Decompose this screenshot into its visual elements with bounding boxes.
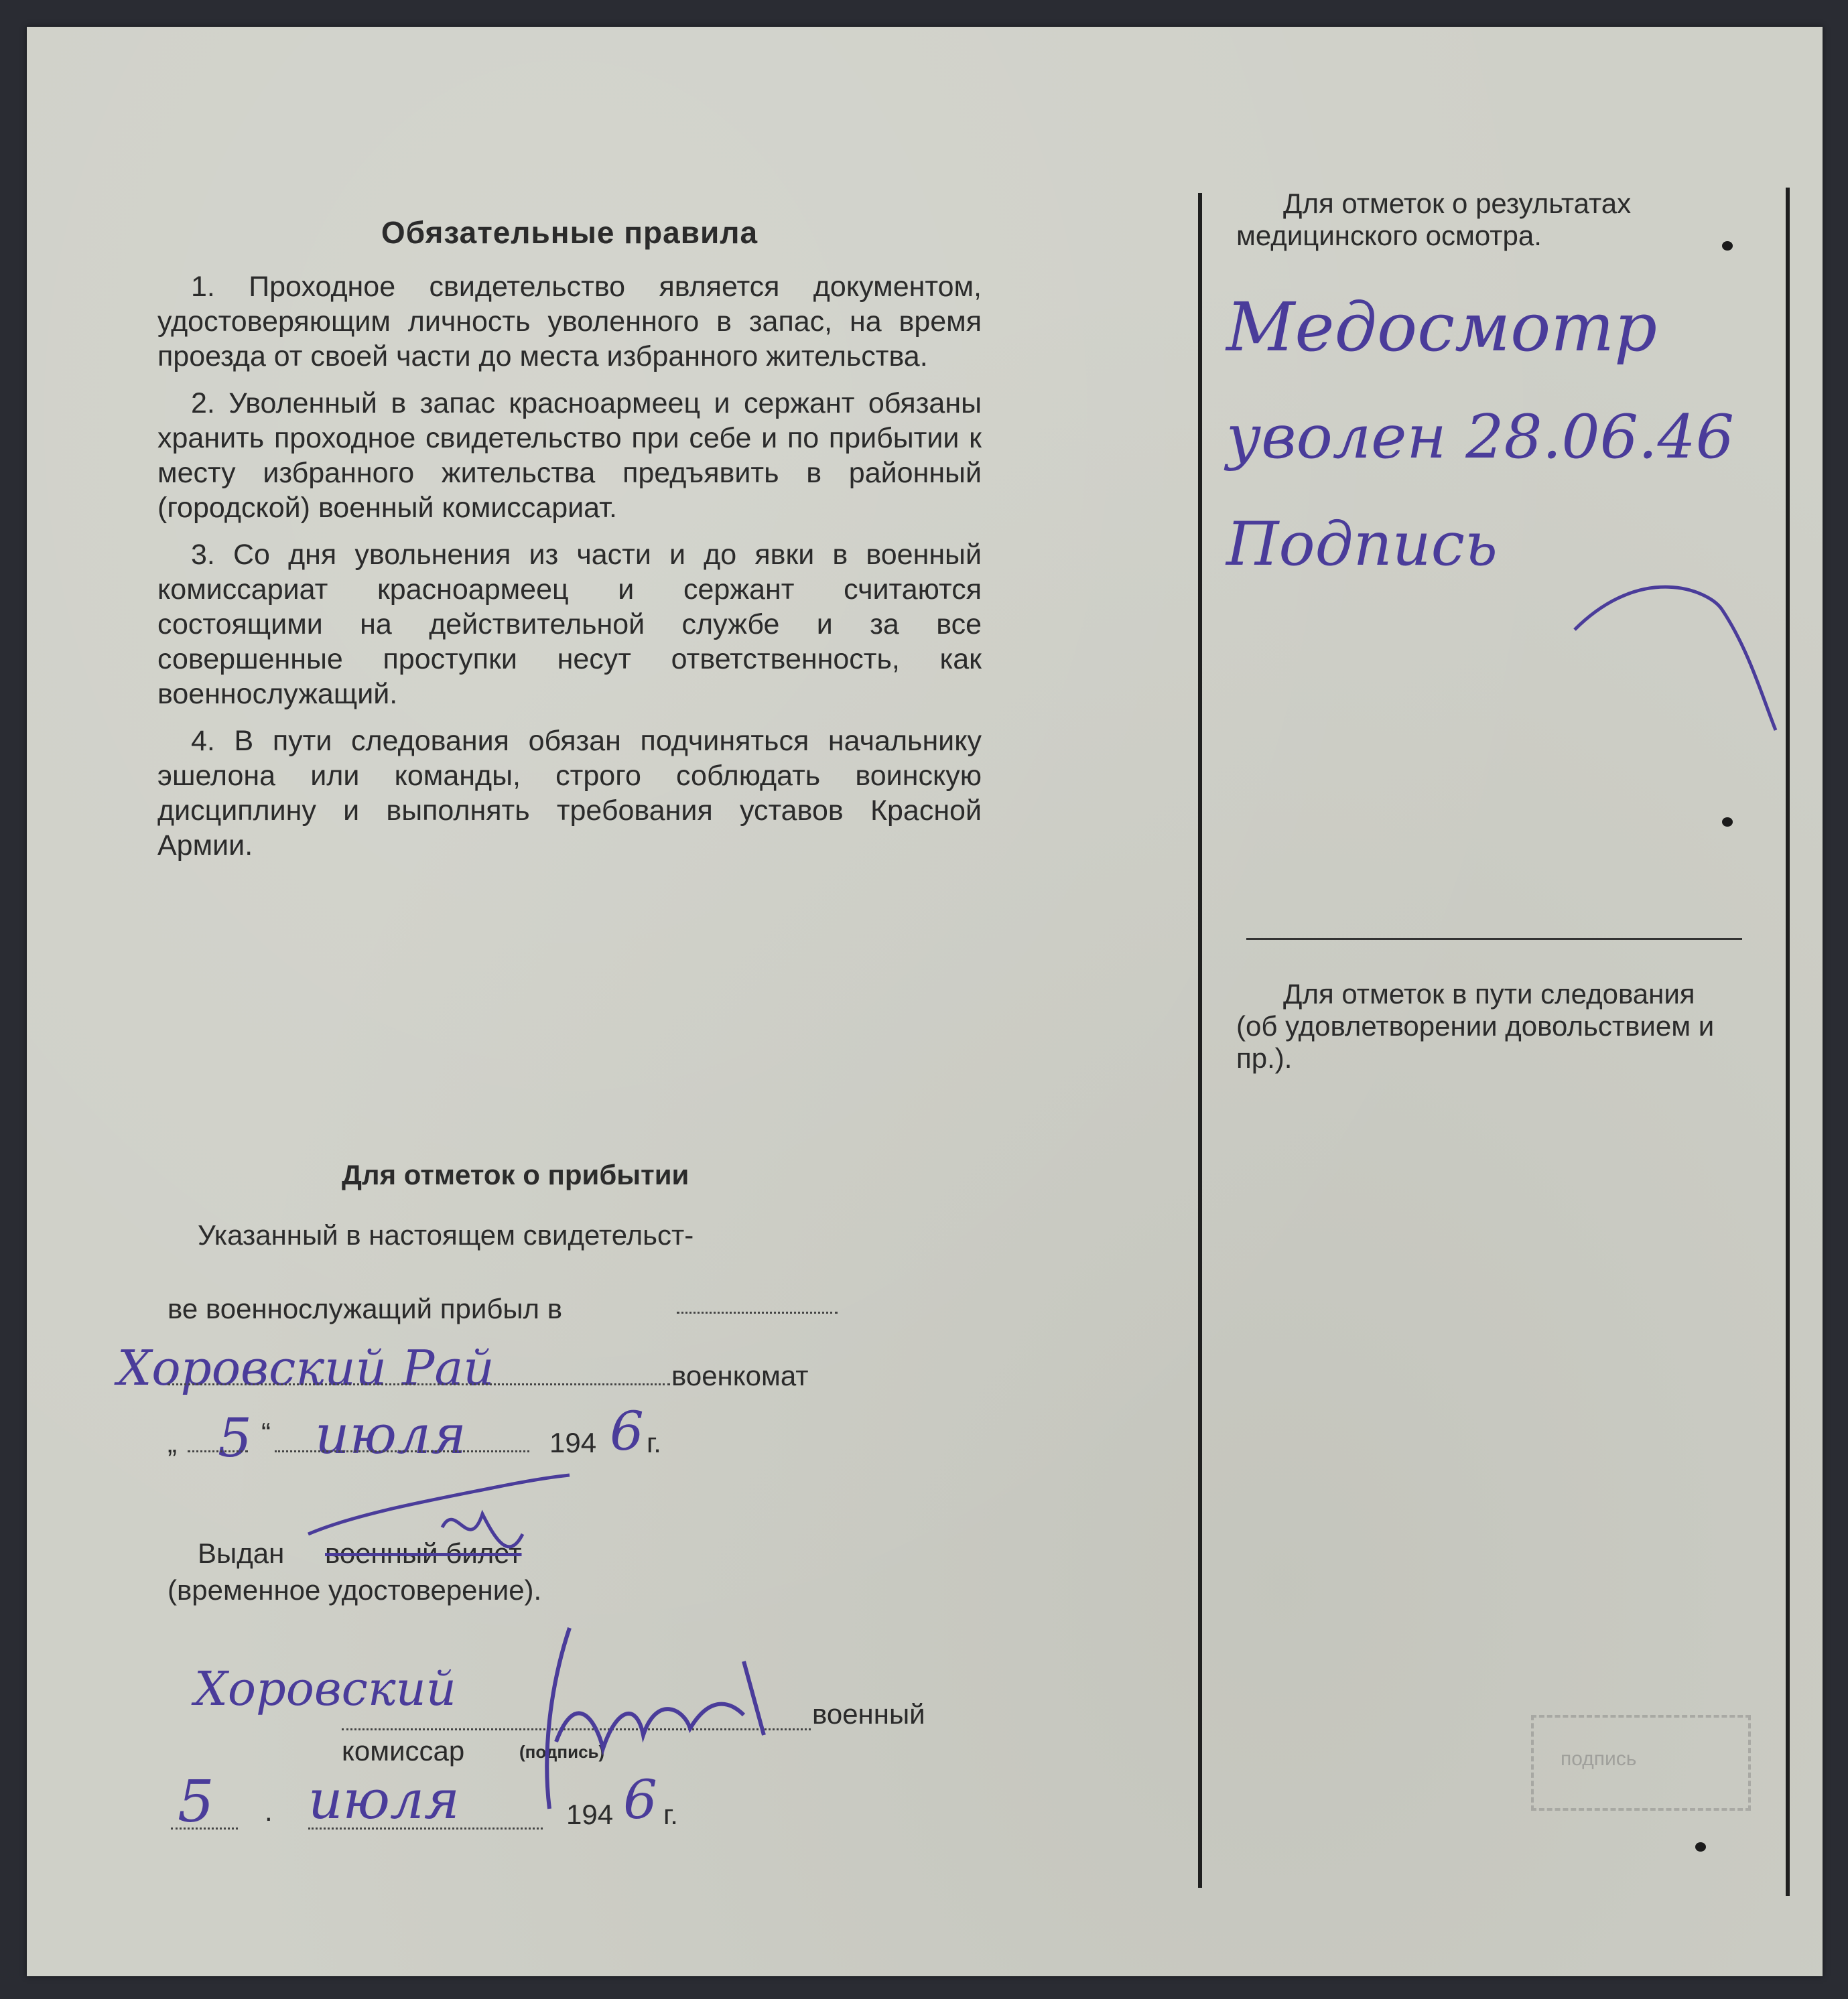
punch-hole: [1722, 817, 1733, 827]
rule-item: 2. Уволенный в запас красноармеец и сержант обязаны хранить проходное свидетельство при себе и по прибытии к месту избранного жительства предъявить в районный (городской) военный комиссариат.: [157, 387, 982, 524]
year-prefix: 194: [549, 1427, 597, 1458]
issued-month-line: [308, 1828, 543, 1830]
rule-item: 3. Со дня увольнения из части и до явки в военный комиссариат красноармеец и сержант считаются состоящими на действительной службе и за все совершенные проступки несут ответственность, как военнослужащий.: [157, 539, 982, 710]
punch-hole: [1695, 1842, 1706, 1852]
issued-day-line: [171, 1828, 238, 1830]
komissar-label: комиссар: [342, 1735, 465, 1767]
issued-hand-month: июля: [308, 1769, 460, 1831]
medical-hand-line-3: Подпись: [1226, 509, 1498, 579]
faded-stamp: подпись: [1531, 1715, 1751, 1811]
rule-item: 1. Проходное свидетельство является документом, удостоверяющим личность уволенного в запас, на время проезда от своей части до места избранного жительства.: [157, 271, 982, 372]
punch-hole: [1722, 241, 1733, 251]
month-line: [275, 1450, 529, 1452]
place-line: [168, 1383, 670, 1385]
signature-top: [295, 1474, 576, 1581]
issued-year-suffix: г.: [663, 1799, 678, 1830]
section-separator: [1246, 938, 1742, 940]
podpis-label: (подпись): [519, 1742, 605, 1762]
commissar-signature: [523, 1608, 871, 1822]
medical-signature-flourish: [1561, 549, 1802, 737]
voenny-label: военный: [812, 1698, 925, 1730]
rule-item: 4. В пути следования обязан подчиняться начальнику эшелона или команды, строго соблюдать воинскую дисциплину и выполнять требования уставов Красной Армии.: [157, 725, 982, 861]
hand-commissar-place: Хоровский: [194, 1661, 456, 1716]
arrival-line-2: ве военнослужащий прибыл в: [168, 1293, 563, 1324]
hand-day: 5: [218, 1407, 252, 1469]
arrival-place-blank: [677, 1312, 838, 1314]
hand-year: 6: [610, 1400, 644, 1462]
quote-open: „: [168, 1427, 177, 1458]
rules-section: [157, 214, 982, 875]
year-suffix: г.: [647, 1427, 661, 1458]
issued-line-2: (временное удостоверение).: [168, 1574, 542, 1606]
divider-left: [1198, 193, 1202, 1888]
medical-hand-line-1: Медосмотр: [1226, 288, 1658, 366]
voenkomat-label: военкомат: [671, 1360, 809, 1391]
medical-label: Для отметок о результатах медицинского осмотра.: [1236, 188, 1632, 251]
issued-dot: .: [265, 1795, 273, 1827]
day-line: [188, 1450, 248, 1452]
route-label: Для отметок в пути следования (об удовлетворении довольствием и пр.).: [1236, 978, 1715, 1074]
handwritten-place: Хоровский Рай: [117, 1340, 494, 1396]
document-page: [27, 27, 1823, 1976]
struck-military-ticket: военный билет: [325, 1537, 522, 1569]
issued-year-prefix: 194: [566, 1799, 614, 1830]
medical-hand-line-2: уволен 28.06.46: [1226, 402, 1735, 472]
issued-hand-day: 5: [178, 1769, 214, 1836]
issued-hand-year: 6: [623, 1769, 657, 1831]
arrival-line-1: Указанный в настоящем свидетельст-: [198, 1219, 694, 1251]
quote-close: “: [261, 1417, 271, 1448]
rules-title: Обязательные правила: [381, 215, 758, 250]
issued-label: Выдан: [198, 1537, 285, 1569]
hand-month: июля: [315, 1403, 466, 1466]
arrival-title: Для отметок о прибытии: [342, 1159, 689, 1190]
divider-right: [1786, 188, 1790, 1896]
